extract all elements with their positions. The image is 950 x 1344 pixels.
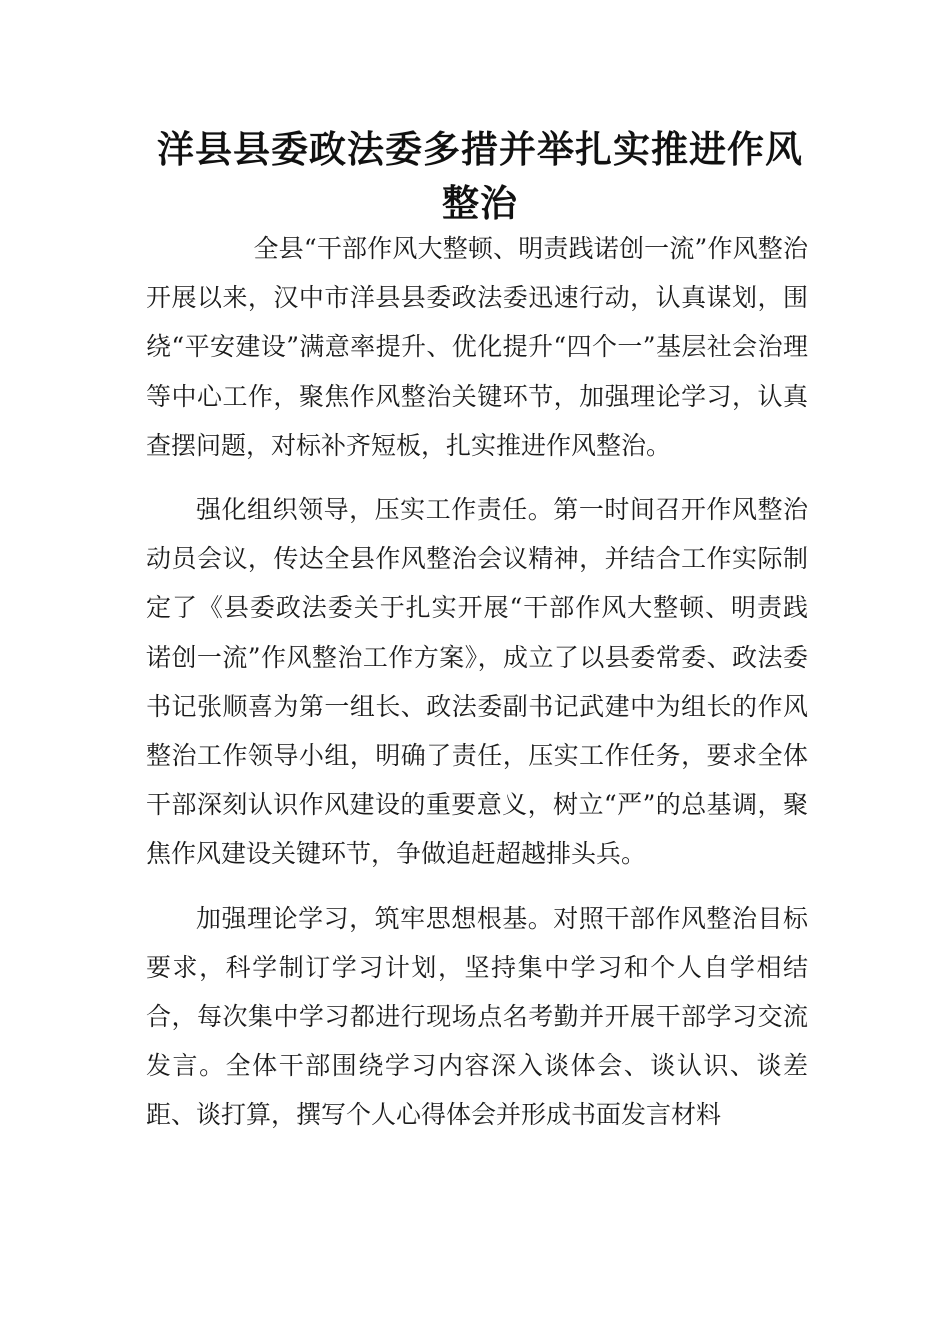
document-body <box>146 224 808 1140</box>
paragraph-spacer <box>146 470 808 485</box>
paragraph-theory-study: 加强理论学习，筑牢思想根基。对照干部作风整治目标要求，科学制订学习计划，坚持集中学习和个人自学相结合，每次集中学习都进行现场点名考勤并开展干部学习交流发言。全体干部围绕学习内容深入谈体会、谈认识、谈差距、谈打算，撰写个人心得体会并形成书面发言材料 <box>146 903 808 1130</box>
paragraph-spacer <box>146 879 808 894</box>
paragraph-organization-leadership: 强化组织领导，压实工作责任。第一时间召开作风整治动员会议，传达全县作风整治会议精神，并结合工作实际制定了《县委政法委关于扎实开展“干部作风大整顿、明责践诺创一流”作风整治工作方案》，成立了以县委常委、政法委书记张顺喜为第一组长、政法委副书记武建中为组长的作风整治工作领导小组，明确了责任，压实工作任务，要求全体干部深刻认识作风建设的重要意义，树立“严”的总基调，聚焦作风建设关键环节，争做追赶超越排头兵。 <box>146 495 808 869</box>
document-title: 洋县县委政法委多措并举扎实推进作风整治 <box>157 127 803 225</box>
paragraph-intro: 全县“干部作风大整顿、明责践诺创一流”作风整治开展以来，汉中市洋县县委政法委迅速行动，认真谋划，围绕“平安建设”满意率提升、优化提升“四个一”基层社会治理等中心工作，聚焦作风整治关键环节，加强理论学习，认真查摆问题，对标补齐短板，扎实推进作风整治。 <box>146 234 808 460</box>
